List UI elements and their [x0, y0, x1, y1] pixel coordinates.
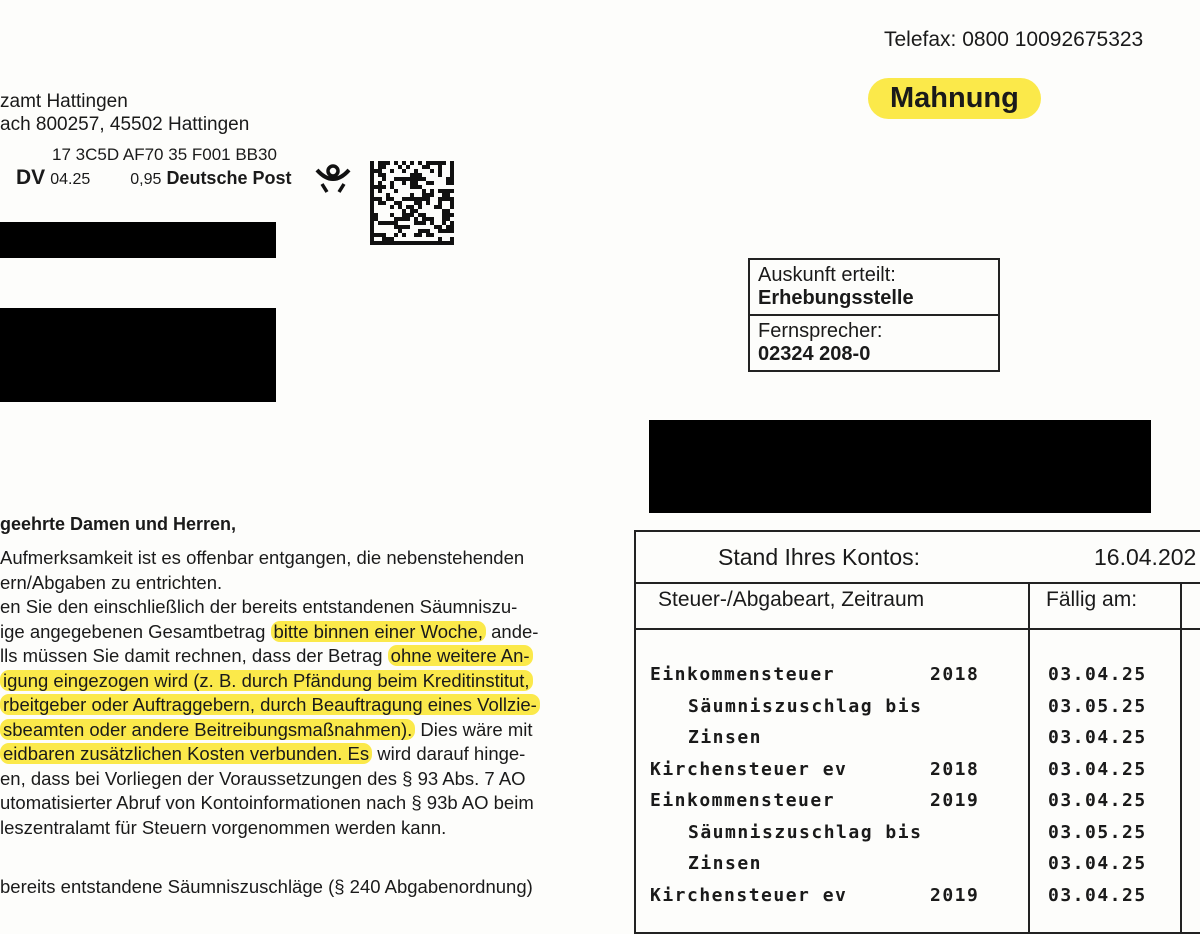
tax-type: Kirchensteuer ev — [650, 758, 848, 780]
column-divider — [1180, 582, 1182, 932]
letter-line — [0, 791, 612, 816]
due-date: 03.04.25 — [1048, 758, 1147, 780]
column-header-due: Fällig am: — [1046, 588, 1138, 611]
letter-line — [0, 767, 612, 792]
letter-text: lls müssen Sie damit rechnen, dass der Betrag — [0, 645, 388, 666]
info-cell-authority — [750, 260, 998, 314]
franking-code: 17 3C5D AF70 35 F001 BB30 — [52, 145, 277, 164]
redacted-block — [0, 222, 276, 258]
tax-type: Kirchensteuer ev — [650, 884, 848, 906]
letter-text: Aufmerksamkeit ist es offenbar entgangen, die nebenstehenden — [0, 547, 525, 568]
letter-text: wird darauf hinge- — [372, 743, 526, 764]
salutation: geehrte Damen und Herren, — [0, 514, 237, 534]
redacted-block — [649, 420, 1151, 513]
tax-type: Einkommensteuer — [650, 790, 836, 811]
highlighted-text: eidbaren zusätzlichen Kosten verbunden. Es — [0, 743, 372, 764]
sender-line-2: ach 800257, 45502 Hattingen — [0, 114, 250, 135]
letter-line — [0, 742, 612, 767]
franking-price: 0,95 — [130, 171, 162, 188]
highlighted-text: bitte binnen einer Woche, — [271, 621, 486, 642]
letter-text: leszentralamt für Steuern vorgenommen werden kann. — [0, 816, 447, 838]
tax-type: Zinsen — [688, 853, 763, 874]
due-date: 03.04.25 — [1048, 727, 1147, 748]
datamatrix-code-icon — [370, 161, 454, 245]
letter-line — [0, 816, 612, 841]
tax-type: Einkommensteuer — [650, 664, 836, 685]
redacted-block — [0, 308, 276, 402]
highlighted-text: ohne weitere An- — [388, 645, 533, 666]
letter-line — [0, 693, 612, 718]
letter-line — [0, 595, 612, 620]
due-date: 03.04.25 — [1048, 790, 1147, 811]
column-divider — [1028, 582, 1030, 932]
contact-info-box — [748, 258, 1000, 372]
phone-number[interactable]: 02324 208-0 — [758, 343, 871, 365]
account-title: Stand Ihres Kontos: — [718, 544, 921, 570]
due-date: 03.04.25 — [1048, 664, 1147, 685]
telefax-number: Telefax: 0800 10092675323 — [884, 28, 1144, 51]
document-title-highlighted: Mahnung — [868, 78, 1041, 119]
letter-text: ande- — [485, 620, 539, 642]
highlighted-text: igung eingezogen wird (z. B. durch Pfändung beim Kreditinstitut, — [0, 670, 533, 691]
letter-line — [0, 644, 612, 669]
tax-year: 2019 — [930, 884, 980, 906]
post-horn-icon — [314, 162, 352, 194]
letter-line — [0, 669, 612, 694]
letter-text: en, dass bei Vorliegen der Voraussetzungen des § 93 Abs. 7 AO — [0, 767, 526, 789]
info-label: Auskunft erteilt: — [758, 264, 896, 286]
letter-body — [0, 546, 612, 840]
letter-line — [0, 718, 612, 743]
tax-type: Zinsen — [688, 727, 763, 748]
info-cell-phone — [750, 314, 998, 370]
tax-type: Säumniszuschlag bis — [688, 695, 923, 717]
letter-line — [0, 571, 612, 596]
info-value: Erhebungsstelle — [758, 287, 914, 309]
tax-type: Säumniszuschlag bis — [688, 821, 923, 843]
due-date: 03.04.25 — [1048, 853, 1147, 874]
account-statement-table — [634, 530, 1200, 934]
letter-text: Dies wäre mit — [415, 718, 533, 740]
franking-line — [16, 166, 291, 190]
account-date: 16.04.202 — [1094, 544, 1197, 570]
column-header-type: Steuer-/Abgabeart, Zeitraum — [658, 588, 925, 611]
letter-line — [0, 620, 612, 645]
tax-year: 2018 — [930, 664, 980, 685]
franking-date: 04.25 — [50, 171, 91, 188]
due-date: 03.05.25 — [1048, 821, 1147, 843]
letter-line — [0, 546, 612, 571]
letter-last-line: bereits entstandene Säumniszuschläge (§ 240 Abgabenordnung) — [0, 876, 533, 897]
letter-text: utomatisierter Abruf von Kontoinformationen nach § 93b AO beim — [0, 792, 534, 813]
highlighted-text: sbeamten oder andere Beitreibungsmaßnahmen). — [0, 719, 415, 740]
letter-text: ige angegebenen Gesamtbetrag — [0, 620, 271, 642]
tax-year: 2018 — [930, 758, 980, 780]
due-date: 03.04.25 — [1048, 884, 1147, 906]
highlighted-text: rbeitgeber oder Auftraggebern, durch Beauftragung eines Vollzie- — [0, 694, 540, 715]
letter-text: en Sie den einschließlich der bereits entstandenen Säumniszu- — [0, 596, 518, 617]
tax-year: 2019 — [930, 790, 980, 811]
franking-carrier: Deutsche Post — [166, 168, 292, 188]
info-label: Fernsprecher: — [758, 320, 883, 342]
letter-text: ern/Abgaben zu entrichten. — [0, 571, 223, 593]
franking-dv: DV — [16, 166, 46, 189]
sender-line-1: zamt Hattingen — [0, 91, 128, 112]
due-date: 03.05.25 — [1048, 695, 1147, 717]
sender-address — [0, 90, 249, 136]
